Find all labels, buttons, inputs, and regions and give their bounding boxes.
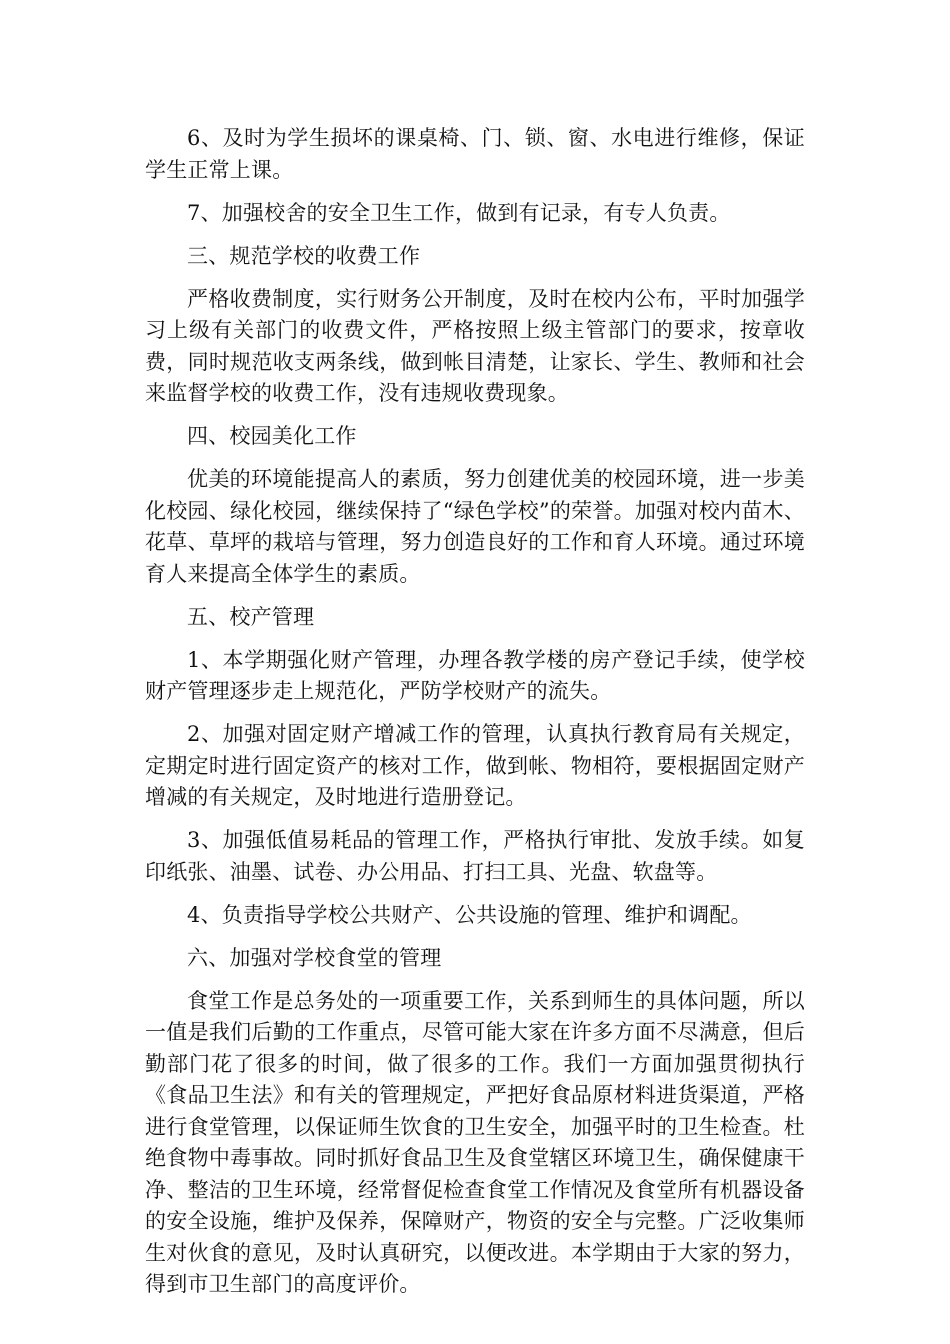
paragraph-item-7: 7、加强校舍的安全卫生工作，做到有记录，有专人负责。 <box>187 200 731 225</box>
paragraph-item-2: 2、加强对固定财产增减工作的管理，认真执行教育局有关规定，定期定时进行固定资产的核对工作，做到帐、物相符，要根据固定财产增减的有关规定，及时地进行造册登记。 <box>145 722 805 809</box>
paragraph-campus-beautification: 优美的环境能提高人的素质，努力创建优美的校园环境，进一步美化校园、绿化校园，继续保持了“绿色学校”的荣誉。加强对校内苗木、花草、草坪的栽培与管理，努力创造良好的工作和育人环境。通过环境育人来提高全体学生的素质。 <box>145 467 805 586</box>
paragraph-canteen: 食堂工作是总务处的一项重要工作，关系到师生的具体问题，所以一值是我们后勤的工作重点，尽管可能大家在许多方面不尽满意，但后勤部门花了很多的时间，做了很多的工作。我们一方面加强贯彻执行《食品卫生法》和有关的管理规定，严把好食品原材料进货渠道，严格进行食堂管理，以保证师生饮食的卫生安全，加强平时的卫生检查。杜绝食物中毒事故。同时抓好食品卫生及食堂辖区环境卫生，确保健康干净、整洁的卫生环境，经常督促检查食堂工作情况及食堂所有机器设备的安全设施，维护及保养，保障财产，物资的安全与完整。广泛收集师生对伙食的意见，及时认真研究，以便改进。本学期由于大家的努力，得到市卫生部门的高度评价。 <box>145 988 805 1296</box>
paragraph-item-1: 1、本学期强化财产管理，办理各教学楼的房产登记手续，使学校财产管理逐步走上规范化，严防学校财产的流失。 <box>145 647 805 703</box>
section-heading-6: 六、加强对学校食堂的管理 <box>187 945 442 970</box>
section-heading-4: 四、校园美化工作 <box>187 424 357 448</box>
section-heading-3: 三、规范学校的收费工作 <box>187 243 421 268</box>
paragraph-item-4: 4、负责指导学校公共财产、公共设施的管理、维护和调配。 <box>187 902 752 927</box>
paragraph-item-3: 3、加强低值易耗品的管理工作，严格执行审批、发放手续。如复印纸张、油墨、试卷、办公用品、打扫工具、光盘、软盘等。 <box>145 828 805 884</box>
paragraph-item-6: 6、及时为学生损坏的课桌椅、门、锁、窗、水电进行维修，保证学生正常上课。 <box>145 126 805 182</box>
section-heading-5: 五、校产管理 <box>187 604 315 629</box>
paragraph-fees: 严格收费制度，实行财务公开制度，及时在校内公布，平时加强学习上级有关部门的收费文件，严格按照上级主管部门的要求，按章收费，同时规范收支两条线，做到帐目清楚，让家长、学生、教师和社会来监督学校的收费工作，没有违规收费现象。 <box>145 286 805 405</box>
document-page <box>145 123 805 1312</box>
